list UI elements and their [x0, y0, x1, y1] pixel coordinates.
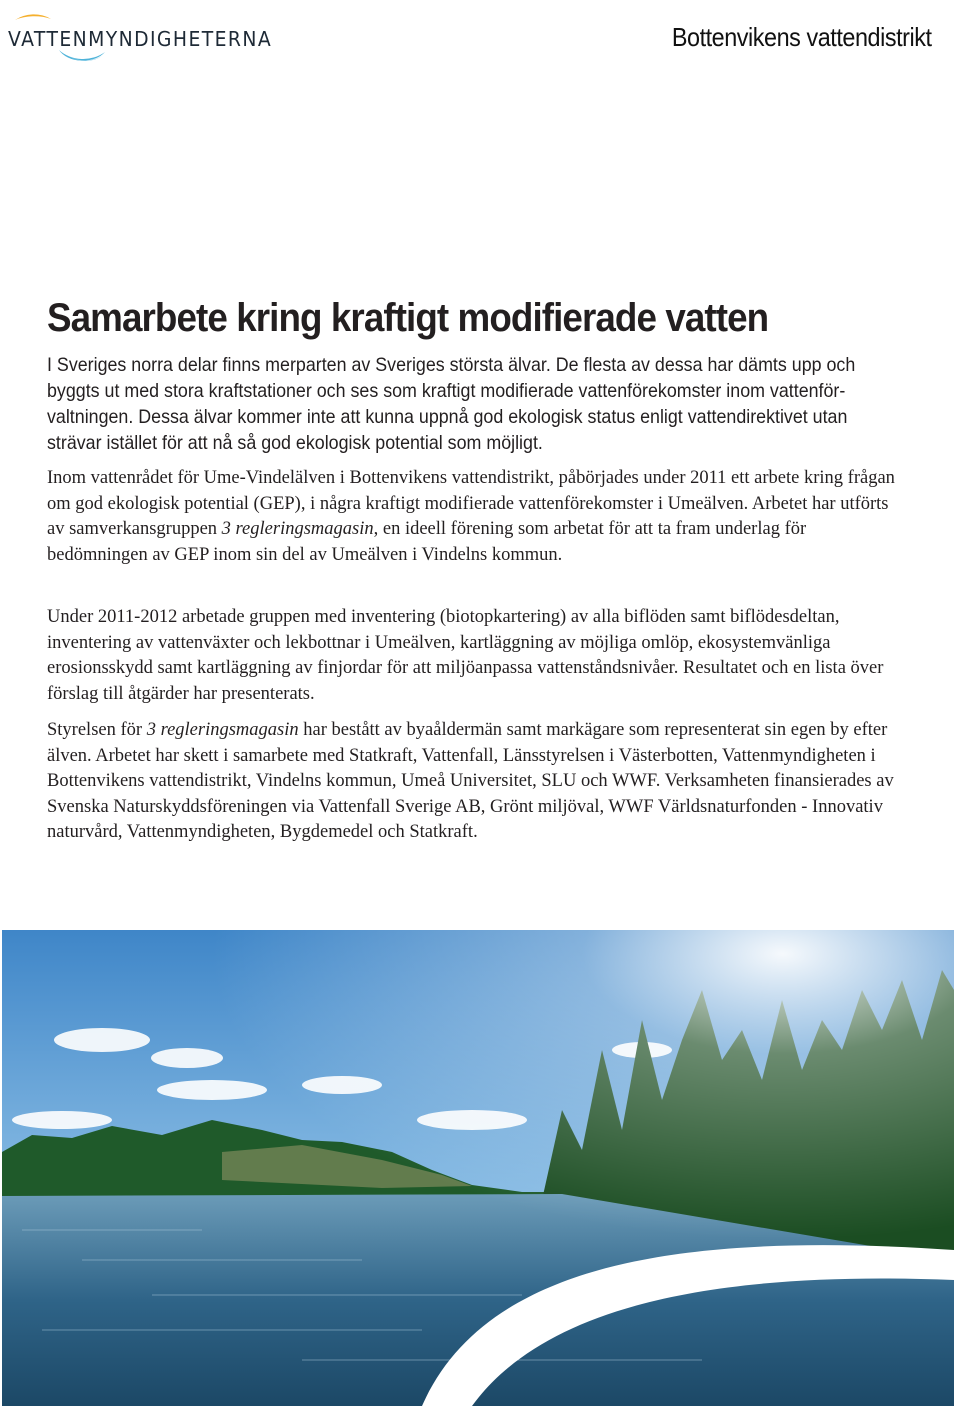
paragraph-text: Styrelsen för	[47, 720, 147, 740]
body-paragraph-3	[47, 718, 909, 846]
vattenmyndigheterna-logo	[4, 0, 304, 80]
organization-name: 3 regleringsmagasin	[146, 720, 299, 740]
paragraph-text: har bestått av byaåldermän samt markägare som representerat sin egen by efter älven. Arbetet har skett i samarbete med Statkraft, Vattenfall, Länsstyrelsen i Västerbotten, Vattenmyndigheten i Bottenvikens vattendistrikt, Vindelns kommun, Umeå Universitet, SLU och WWF. Verksamheten finansierades av Svenska Naturskyddsföreningen via Vattenfall Sverige AB, Grönt miljöval, WWF Världsnaturfonden - Innovativ naturvård, Vattenmyndigheten, Bygdemedel och Statkraft.	[47, 720, 894, 843]
logo-wordmark: VATTENMYNDIGHETERNA	[8, 27, 273, 51]
body-paragraph-1	[47, 466, 909, 568]
paragraph-text: Inom vattenrådet för Ume-Vindelälven i Bottenvikens vattendistrikt, påbörjades under 2011 ett arbete kring frågan om god ekologisk potential (GEP), i några kraftigt modifierade vattenförekomster i Umeälven. Arbetet har utförts av samverkansgruppen	[47, 468, 895, 540]
body-paragraph-2: Under 2011-2012 arbetade gruppen med inventering (biotopkartering) av alla biflöden samt biflödesdeltan, inventering av vattenväxter och lekbottnar i Umeälven, kartläggning av möjliga omlöp, ekosystemvänliga erosionsskydd samt kartläggning av finjordar för att miljöanpassa vattenståndsnivåer. Resultatet och en lista över förslag till åtgärder har presenterats.	[47, 607, 884, 704]
river-landscape-photo	[2, 930, 954, 1406]
lead-paragraph: I Sveriges norra delar finns merparten av Sveriges största älvar. De flesta av dessa har dämts upp och byggts ut med stora kraftstationer och ses som kraftigt modifierade vattenförekomster inom vattenförvaltningen. Dessa älvar kommer inte att kunna uppnå god ekologisk status enligt vattendirektivet utan strävar istället för att nå så god ekologisk potential som möjligt.	[47, 354, 856, 454]
district-name: Bottenvikens vattendistrikt	[672, 22, 932, 52]
page-title: Samarbete kring kraftigt modifierade vatten	[47, 296, 769, 340]
paragraph-text: , en ideell förening som arbetat för att ta fram underlag för bedömningen av GEP inom sin del av Umeälven i Vindelns kommun.	[47, 519, 807, 565]
organization-name: 3 regleringsmagasin	[221, 519, 374, 540]
